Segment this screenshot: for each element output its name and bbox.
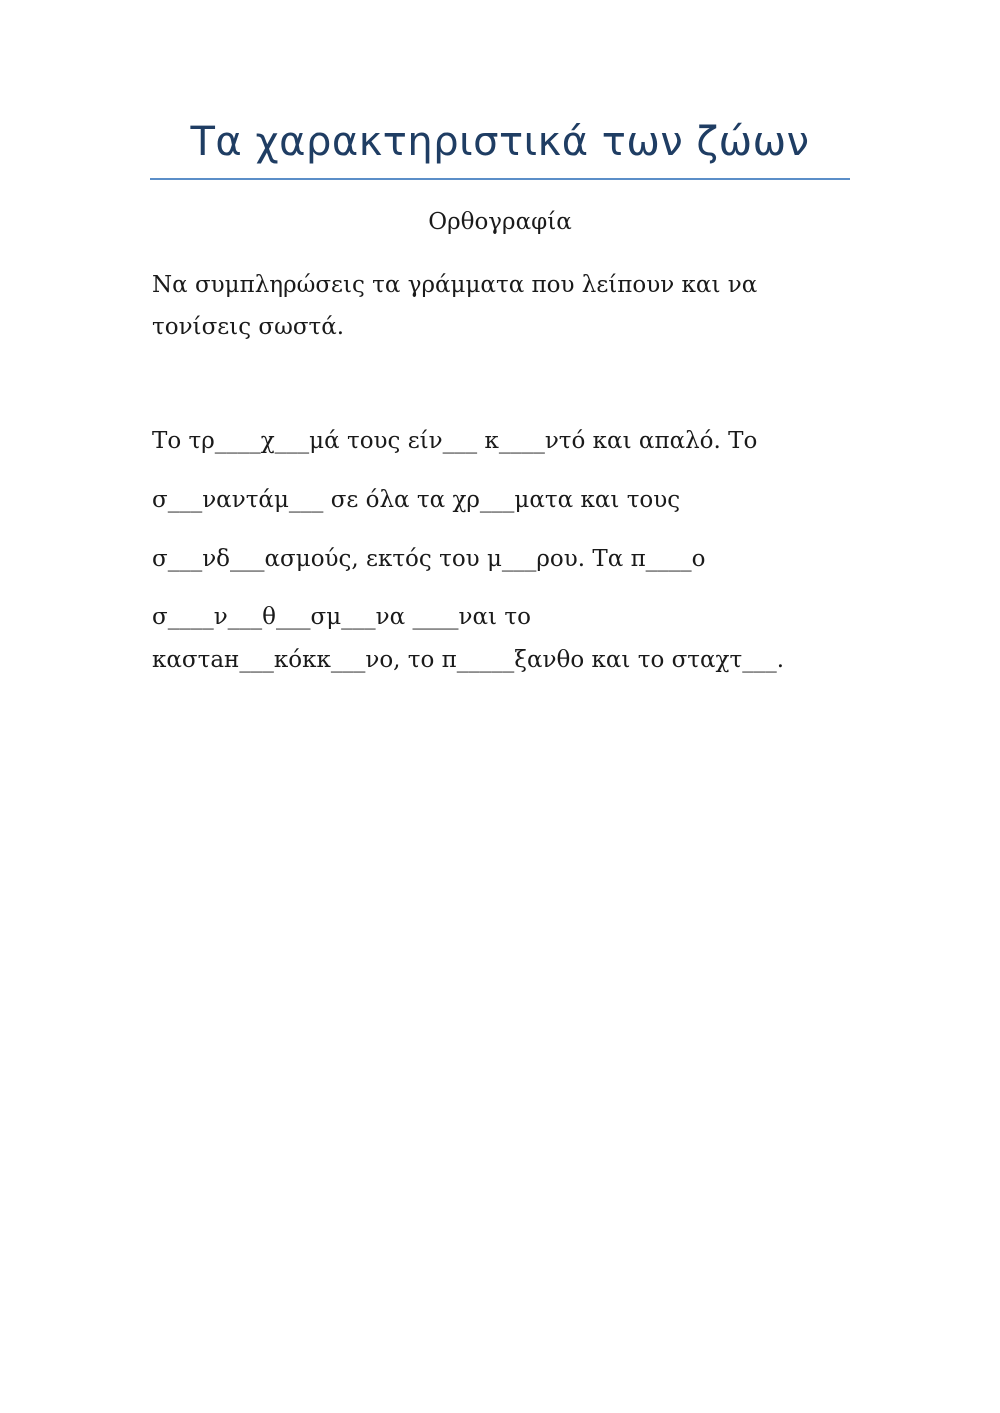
subtitle: Ορθογραφία	[428, 209, 572, 235]
exercise-line-5: καστан___κόκк___νο, το π_____ξανθο και το σταχτ___.	[152, 647, 785, 673]
instructions-text: Να συμπληρώσεις τα γράμματα που λείπουν και να τονίσεις σωστά.	[152, 272, 758, 340]
exercise-line-3: σ___νδ___ασμούς, εκτός του μ___ρου. Τα π____ο	[152, 546, 706, 572]
exercise-line-1: Το τρ____χ___μά τους είν___ κ____ντό και απαλό. Το	[152, 428, 758, 454]
exercise-line-4: σ____ν___θ___σμ___να ____ναι το	[152, 604, 531, 630]
exercise-line-2: σ___ναντάμ___ σε όλα τα χρ___ματα και τους	[152, 487, 681, 513]
page-title: Τα χαρακτηριστικά των ζώων	[190, 119, 810, 165]
title-underline	[150, 178, 850, 180]
